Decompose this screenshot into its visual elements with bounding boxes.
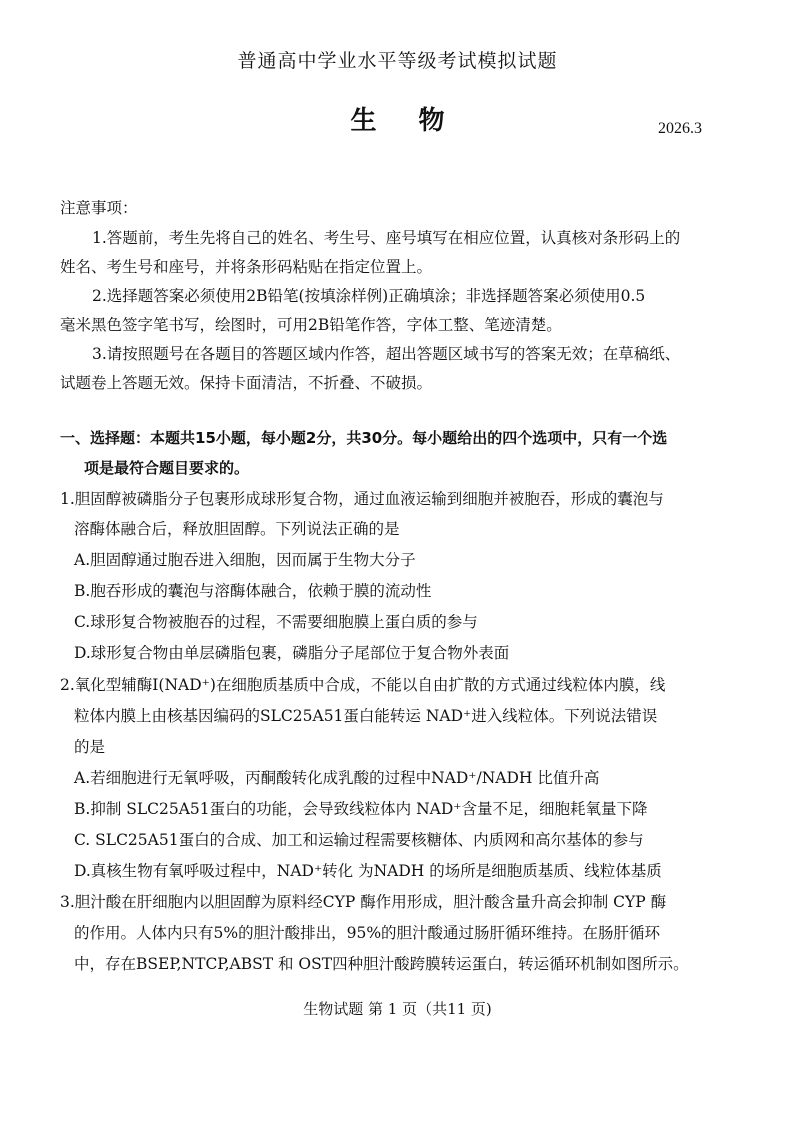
- exam-title: 普通高中学业水平等级考试模拟试题: [237, 50, 558, 72]
- section1-heading-line1: 一、选择题：本题共15小题，每小题2分，共30分。每小题给出的四个选项中，只有一个选: [60, 429, 668, 447]
- q2-option-b: B.抑制 SLC25A51蛋白的功能，会导致线粒体内 NAD⁺含量不足，细胞耗氧量下降: [74, 800, 648, 818]
- q1-option-a: A.胆固醇通过胞吞进入细胞，因而属于生物大分子: [74, 551, 416, 569]
- notice-item-3-line1: 3.请按照题号在各题目的答题区域内作答，超出答题区域书写的答案无效；在草稿纸、: [92, 345, 681, 363]
- notice-item-2-line1: 2.选择题答案必须使用2B铅笔(按填涂样例)正确填涂；非选择题答案必须使用0.5: [92, 287, 646, 305]
- notice-item-1-line1: 1.答题前，考生先将自己的姓名、考生号、座号填写在相应位置，认真核对条形码上的: [92, 229, 681, 247]
- q2-stem-line3: 的是: [74, 738, 106, 756]
- q2-option-a: A.若细胞进行无氧呼吸，丙酮酸转化成乳酸的过程中NAD⁺/NADH 比值升高: [74, 769, 600, 787]
- q2-option-c: C. SLC25A51蛋白的合成、加工和运输过程需要核糖体、内质网和高尔基体的参与: [74, 831, 644, 849]
- subject-title: 生物: [350, 106, 487, 136]
- q2-stem-line2: 粒体内膜上由核基因编码的SLC25A51蛋白能转运 NAD⁺进入线粒体。下列说法错误: [74, 707, 658, 725]
- q1-stem-line2: 溶酶体融合后，释放胆固醇。下列说法正确的是: [74, 520, 400, 538]
- notice-item-3-line2: 试题卷上答题无效。保持卡面清洁，不折叠、不破损。: [60, 374, 433, 392]
- page-footer: 生物试题 第 1 页（共11 页): [303, 1000, 492, 1018]
- q1-option-b: B.胞吞形成的囊泡与溶酶体融合，依赖于膜的流动性: [74, 582, 432, 600]
- q2-option-d: D.真核生物有氧呼吸过程中，NAD⁺转化 为NADH 的场所是细胞质基质、线粒体基质: [74, 862, 662, 880]
- q3-stem-line1: 3.胆汁酸在肝细胞内以胆固醇为原料经CYP 酶作用形成，胆汁酸含量升高会抑制 CYP 酶: [60, 893, 667, 911]
- exam-date: 2026.3: [658, 120, 702, 137]
- q3-stem-line2: 的作用。人体内只有5%的胆汁酸排出，95%的胆汁酸通过肠肝循环维持。在肠肝循环: [74, 924, 661, 942]
- q3-stem-line3: 中，存在BSEP,NTCP,ABST 和 OST四种胆汁酸跨膜转运蛋白，转运循环机制如图所示。: [74, 955, 689, 973]
- q1-option-d: D.球形复合物由单层磷脂包裹，磷脂分子尾部位于复合物外表面: [74, 644, 510, 662]
- notice-item-1-line2: 姓名、考生号和座号，并将条形码粘贴在指定位置上。: [60, 258, 433, 276]
- q2-stem-line1: 2.氧化型辅酶Ⅰ(NAD⁺)在细胞质基质中合成，不能以自由扩散的方式通过线粒体内膜，线: [60, 676, 666, 694]
- q1-stem-line1: 1.胆固醇被磷脂分子包裹形成球形复合物，通过血液运输到细胞并被胞吞，形成的囊泡与: [60, 490, 664, 508]
- notice-heading: 注意事项：: [60, 199, 138, 217]
- notice-item-2-line2: 毫米黑色签字笔书写，绘图时，可用2B铅笔作答，字体工整、笔迹清楚。: [60, 316, 562, 334]
- section1-heading-line2: 项是最符合题目要求的。: [84, 459, 250, 477]
- q1-option-c: C.球形复合物被胞吞的过程，不需要细胞膜上蛋白质的参与: [74, 613, 478, 631]
